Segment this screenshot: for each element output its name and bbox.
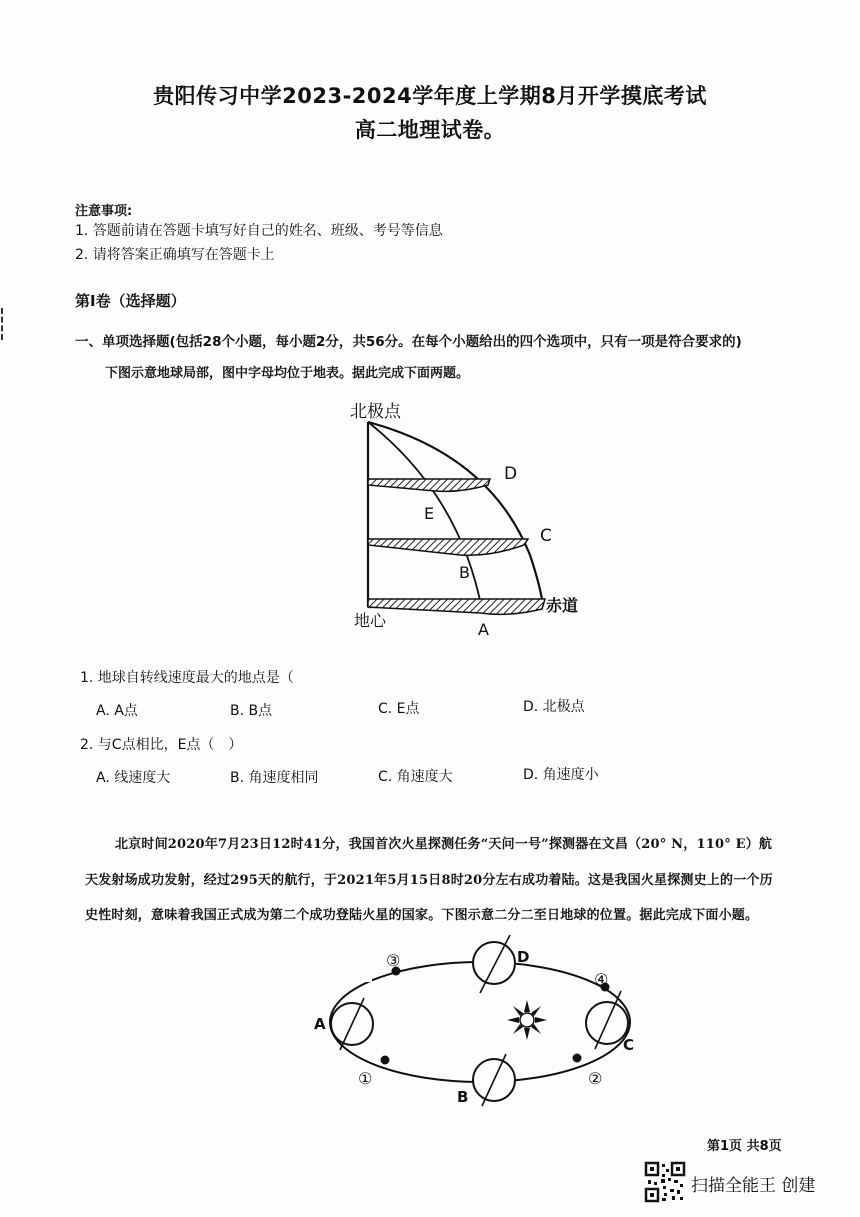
- label-earth-d: D: [517, 948, 530, 966]
- question-1-stem: 1. 地球自转线速度最大的地点是（: [80, 670, 294, 686]
- qr-code-icon: [645, 1162, 685, 1202]
- earth-orbit-figure: [300, 932, 660, 1112]
- section-title: 第I卷（选择题）: [75, 292, 186, 310]
- exam-title: 贵阳传习中学2023-2024学年度上学期8月开学摸底考试: [153, 84, 707, 108]
- q1-option-a: A. A点: [96, 703, 138, 719]
- label-position-4: ④: [594, 970, 609, 989]
- q1-option-b: B. B点: [230, 703, 273, 719]
- label-equator: 赤道: [546, 596, 579, 615]
- label-point-a: A: [478, 620, 489, 639]
- band-middle: [368, 539, 528, 555]
- label-north-pole: 北极点: [350, 402, 401, 422]
- notice-item-1: 1. 答题前请在答题卡填写好自己的姓名、班级、考号等信息: [75, 223, 443, 239]
- position-1-dot: [381, 1056, 390, 1065]
- intro-figure1: 下图示意地球局部，图中字母均位于地表。据此完成下面两题。: [105, 366, 470, 381]
- label-point-b: B: [459, 563, 470, 582]
- label-position-3: ③: [386, 951, 401, 970]
- label-center: 地心: [354, 611, 387, 630]
- earth-b-icon: [473, 1054, 515, 1106]
- label-position-1: ①: [358, 1069, 373, 1088]
- q1-option-d: D. 北极点: [523, 699, 585, 715]
- q2-option-d: D. 角速度小: [523, 767, 599, 783]
- scan-edge-mark: [1, 308, 5, 340]
- exam-subtitle: 高二地理试卷。: [354, 118, 506, 142]
- notice-heading: 注意事项:: [75, 204, 133, 219]
- band-upper: [368, 479, 490, 491]
- label-earth-c: C: [623, 1036, 635, 1054]
- earth-section-figure: [340, 395, 600, 645]
- band-lower: [368, 599, 545, 614]
- sun-icon: [507, 1000, 547, 1040]
- label-position-2: ②: [588, 1069, 603, 1088]
- surface-arc: [368, 422, 543, 605]
- label-point-c: C: [540, 526, 552, 546]
- label-earth-a: A: [314, 1015, 326, 1033]
- q2-option-a: A. 线速度大: [96, 770, 171, 786]
- part-heading: 一、单项选择题(包括28个小题，每小题2分，共56分。在每个小题给出的四个选项中，只有一项是符合要求的): [75, 334, 742, 350]
- earth-a-icon: [331, 998, 373, 1050]
- question-2-stem: 2. 与C点相比，E点（ ）: [80, 737, 243, 753]
- label-point-e: E: [424, 504, 435, 523]
- label-point-d: D: [504, 464, 518, 484]
- notice-item-2: 2. 请将答案正确填写在答题卡上: [75, 247, 275, 263]
- position-2-dot: [573, 1054, 582, 1063]
- label-earth-b: B: [457, 1088, 469, 1106]
- q2-option-b: B. 角速度相同: [230, 770, 319, 786]
- q1-option-c: C. E点: [378, 701, 420, 717]
- q2-option-c: C. 角速度大: [378, 769, 453, 785]
- passage-line-2: 天发射场成功发射，经过295天的航行，于2021年5月15日8时20分左右成功着陆。这是我国火星探测史上的一个历: [85, 873, 773, 888]
- page-number: 第1页 共8页: [707, 1139, 782, 1154]
- passage-line-3: 史性时刻，意味着我国正式成为第二个成功登陆火星的国家。下图示意二分二至日地球的位置。据此完成下面小题。: [85, 908, 759, 923]
- earth-d-icon: [473, 935, 515, 993]
- scanner-brand-text: 扫描全能王 创建: [691, 1176, 816, 1196]
- passage-line-1: 北京时间2020年7月23日12时41分，我国首次火星探测任务“天问一号”探测器在文昌（20° N，110° E）航: [115, 837, 773, 852]
